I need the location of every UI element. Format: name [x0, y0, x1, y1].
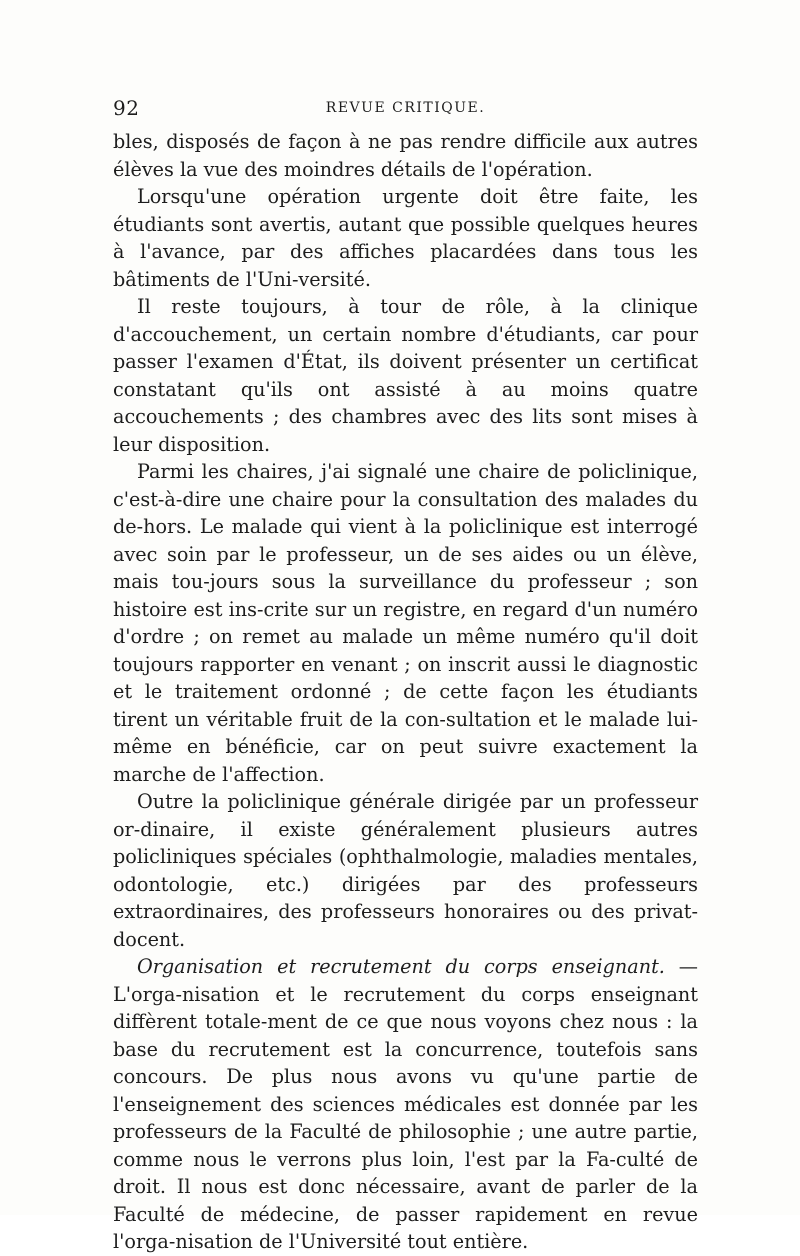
paragraph-urgent-operation: Lorsqu'une opération urgente doit être faite, les étudiants sont avertis, autant que possible quelques heures à l'avance, par des affiches placardées dans tous les bâtiments de l'Uni-versité. — [113, 185, 698, 291]
paragraph-policlinic: Parmi les chaires, j'ai signalé une chaire de policlinique, c'est-à-dire une chaire pour la consultation des malades du de-hors. Le malade qui vient à la policlinique est interrogé avec soin par le professeur, un de ses aides ou un élève, mais tou-jours sous la surveillance du professeur ; son histoire est ins-crite sur un registre, en regard d'un numéro d'ordre ; on remet au malade un même numéro qu'il doit toujours rapporter en venant ; on inscrit aussi le diagnostic et le traitement ordonné ; de cette façon les étudiants tirent un véritable fruit de la con-sultation et le malade lui-même en bénéficie, car on peut suivre exactement la marche de l'affection. — [113, 460, 698, 786]
paragraph-continued: bles, disposés de façon à ne pas rendre difficile aux autres élèves la vue des moindres détails de l'opération. — [113, 130, 698, 181]
running-head — [113, 96, 698, 126]
body-text — [113, 128, 698, 1256]
section-heading: Organisation et recrutement du corps enseignant. — [137, 955, 665, 978]
paragraph-teaching-staff — [113, 953, 698, 1256]
paragraph-special-policlinics: Outre la policlinique générale dirigée par un professeur or-dinaire, il existe généralement plusieurs autres policliniques spéciales (ophthalmologie, maladies mentales, odontologie, etc.) dirigées par des professeurs extraordinaires, des professeurs honoraires ou des privat-docent. — [113, 790, 698, 951]
paragraph-maternity-clinic: Il reste toujours, à tour de rôle, à la clinique d'accouchement, un certain nombre d'étudiants, car pour passer l'examen d'État, ils doivent présenter un certificat constatant qu'ils ont assisté à au moins quatre accouchements ; des chambres avec des lits sont mises à leur disposition. — [113, 295, 698, 456]
page-number: 92 — [113, 96, 140, 120]
section-text: — L'orga-nisation et le recrutement du corps enseignant diffèrent totale-ment de ce que nous voyons chez nous : la base du recrutement est la concurrence, toutefois sans concours. De plus nous avons vu qu'une partie de l'enseignement des sciences médicales est donnée par les professeurs de la Faculté de philosophie ; une autre partie, comme nous le verrons plus loin, l'est par la Fa-culté de droit. Il nous est donc nécessaire, avant de parler de la Faculté de médecine, de passer rapidement en revue l'orga-nisation de l'Université tout entière. — [113, 955, 698, 1253]
running-title: REVUE CRITIQUE. — [325, 100, 486, 116]
